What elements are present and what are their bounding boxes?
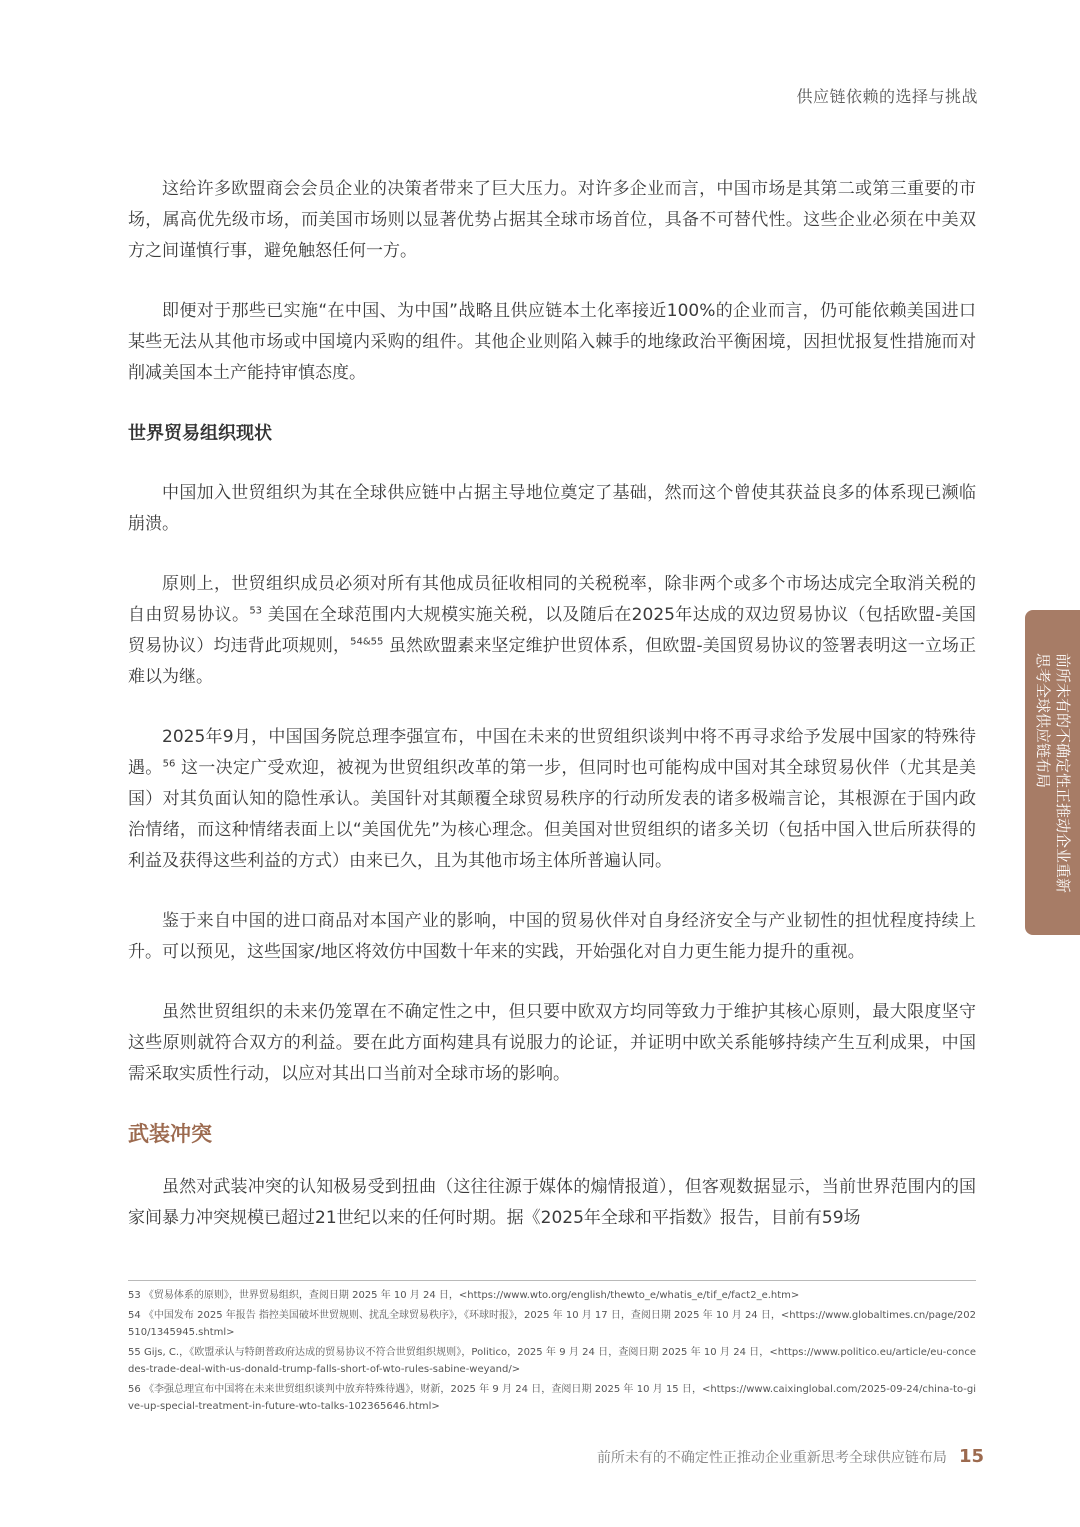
footnote-56: 56 《李强总理宣布中国将在未来世贸组织谈判中放弃特殊待遇》，财新，2025 年 9 月 24 日，查阅日期 2025 年 10 月 15 日，<https://www.caixinglobal.com/2025-09-24/china-to-give-up-special-treatment-in-future-wto-talks-102365646.html>: [128, 1384, 976, 1412]
footnote-ref-54-55[interactable]: 54&55: [350, 636, 384, 648]
footnote-ref-56[interactable]: 56: [162, 758, 176, 770]
section-heading-wto: 世界贸易组织现状: [128, 423, 272, 444]
side-tab-label: [1033, 652, 1073, 892]
footer-title: 前所未有的不确定性正推动企业重新思考全球供应链布局: [596, 1450, 947, 1466]
paragraph-1: 这给许多欧盟商会会员企业的决策者带来了巨大压力。对许多企业而言，中国市场是其第二或第三重要的市场，属高优先级市场，而美国市场则以显著优势占据其全球市场首位，具备不可替代性。这些企业必须在中美双方之间谨慎行事，避免触怒任何一方。: [128, 179, 976, 261]
paragraph-3: 中国加入世贸组织为其在全球供应链中占据主导地位奠定了基础，然而这个曾使其获益良多的体系现已濒临崩溃。: [128, 483, 976, 534]
footnote-54: 54 《中国发布 2025 年报告 指控美国破坏世贸规则、扰乱全球贸易秩序》，《环球时报》，2025 年 10 月 17 日，查阅日期 2025 年 10 月 24 日，<https://www.globaltimes.cn/page/202510/1345945.shtml>: [128, 1310, 976, 1338]
paragraph-4-part-a: 原则上，世贸组织成员必须对所有其他成员征收相同的关税税率，除非两个或多个市场达成完全取消关税的自由贸易协议。: [128, 574, 976, 625]
paragraph-2: 即便对于那些已实施“在中国、为中国”战略且供应链本土化率接近100%的企业而言，仍可能依赖美国进口某些无法从其他市场或中国境内采购的组件。其他企业则陷入棘手的地缘政治平衡困境，因担忧报复性措施而对削减美国本土产能持审慎态度。: [128, 301, 976, 383]
side-chapter-tab[interactable]: [1025, 610, 1080, 935]
footnote-ref-53[interactable]: 53: [249, 605, 263, 617]
paragraph-5: [128, 722, 976, 877]
main-content: [128, 174, 976, 1234]
paragraph-6: 鉴于来自中国的进口商品对本国产业的影响，中国的贸易伙伴对自身经济安全与产业韧性的担忧程度持续上升。可以预见，这些国家/地区将效仿中国数十年来的实践，开始强化对自力更生能力提升的重视。: [128, 911, 976, 962]
paragraph-5-part-b: 这一决定广受欢迎，被视为世贸组织改革的第一步，但同时也可能构成中国对其全球贸易伙伴（尤其是美国）对其负面认知的隐性承认。美国针对其颠覆全球贸易秩序的行动所发表的诸多极端言论，其根源在于国内政治情绪，而这种情绪表面上以“美国优先”为核心理念。但美国对世贸组织的诸多关切（包括中国入世后所获得的利益及获得这些利益的方式）由来已久，且为其他市场主体所普遍认同。: [128, 758, 976, 871]
paragraph-7: 虽然世贸组织的未来仍笼罩在不确定性之中，但只要中欧双方均同等致力于维护其核心原则，最大限度坚守这些原则就符合双方的利益。要在此方面构建具有说服力的论证，并证明中欧关系能够持续产生互利成果，中国需采取实质性行动，以应对其出口当前对全球市场的影响。: [128, 1002, 976, 1084]
footnotes: [128, 1287, 976, 1418]
paragraph-8: 虽然对武装冲突的认知极易受到扭曲（这往往源于媒体的煽情报道），但客观数据显示，当前世界范围内的国家间暴力冲突规模已超过21世纪以来的任何时期。据《2025年全球和平指数》报告，目前有59场: [128, 1177, 976, 1228]
side-tab-line-1: 前所未有的不确定性正推动企业重新: [1053, 652, 1072, 893]
side-tab-line-2: 思考全球供应链布局: [1033, 652, 1052, 788]
footnote-55: 55 Gijs, C.，《欧盟承认与特朗普政府达成的贸易协议不符合世贸组织规则》，Politico，2025 年 9 月 24 日，查阅日期 2025 年 10 月 24 日，<https://www.politico.eu/article/eu-concedes-trade-deal-with-us-donald-trump-falls-short-of-wto-rules-sabine-weyand/>: [128, 1347, 976, 1375]
page-number: 15: [958, 1446, 984, 1467]
page-footer: [597, 1446, 984, 1467]
paragraph-5-part-a: 2025年9月，中国国务院总理李强宣布，中国在未来的世贸组织谈判中将不再寻求给予发展中国家的特殊待遇。: [128, 727, 976, 778]
paragraph-4-part-b: 美国在全球范围内大规模实施关税，以及随后在2025年达成的双边贸易协议（包括欧盟-美国贸易协议）均违背此项规则，: [128, 605, 976, 656]
footnote-53: 53 《贸易体系的原则》，世界贸易组织，查阅日期 2025 年 10 月 24 日，<https://www.wto.org/english/thewto_e/whatis_e/tif_e/fact2_e.htm>: [128, 1290, 800, 1301]
section-heading-armed-conflict: 武装冲突: [128, 1122, 212, 1146]
paragraph-4-part-c: 虽然欧盟素来坚定维护世贸体系，但欧盟-美国贸易协议的签署表明这一立场正难以为继。: [128, 636, 976, 687]
footnote-divider: [128, 1280, 976, 1281]
running-header: 供应链依赖的选择与挑战: [796, 87, 978, 106]
paragraph-4: [128, 569, 976, 693]
